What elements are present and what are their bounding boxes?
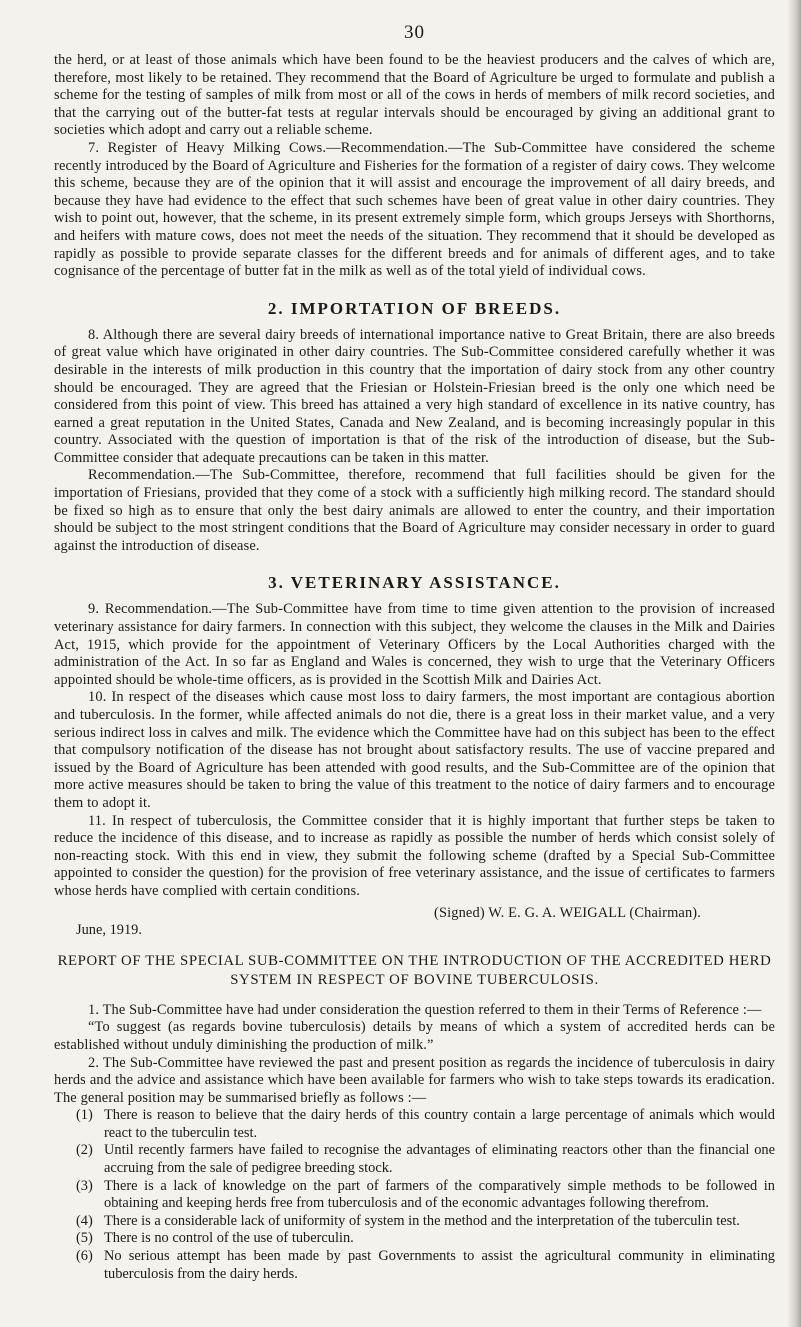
date-line: June, 1919.	[76, 922, 142, 939]
list-item-number: (2)	[76, 1142, 93, 1159]
page-edge-shadow	[787, 0, 801, 1327]
list-item	[54, 1230, 775, 1248]
list-item-number: (5)	[76, 1230, 93, 1247]
paragraph-9: 9. Recommendation.—The Sub-Committee have from time to time given attention to the provision of increased veterinary assistance for dairy farmers. In connection with this subject, they welcome the clauses in the Milk and Dairies Act, 1915, which provide for the appointment of Veterinary Officers by the Local Authorities charged with the administration of the Act. In so far as England and Wales is concerned, they wish to urge that the Veterinary Officers appointed should be whole-time officers, as is provided in the Scottish Milk and Dairies Act.	[54, 601, 775, 688]
report-paragraph-1: 1. The Sub-Committee have had under consideration the question referred to them in their Terms of Reference :—	[88, 1001, 762, 1018]
list-item-number: (1)	[76, 1107, 93, 1124]
list-item-number: (4)	[76, 1212, 93, 1229]
section-heading-importation: 2. IMPORTATION OF BREEDS.	[267, 298, 562, 318]
paragraph-7: 7. Register of Heavy Milking Cows.—Recommendation.—The Sub-Committee have considered the scheme recently introduced by the Board of Agriculture and Fisheries for the formation of a register of dairy cows. They welcome this scheme, because they are of the opinion that it will assist and encourage the improvement of all dairy breeds, and because they have had evidence to the effect that such schemes have been of great value in other dairy countries. They wish to point out, however, that the scheme, in its present extremely simple form, which groups Jerseys with Shorthorns, and heifers with mature cows, does not meet the needs of the situation. They recommend that it should be developed as rapidly as possible to provide separate classes for the different breeds and for animals of different ages, and to take cognisance of the percentage of butter fat in the milk as well as of the total yield of individual cows.	[54, 139, 775, 280]
list-item-text: There is a considerable lack of uniformity of system in the method and the interpretation of the tuberculin test.	[104, 1212, 740, 1229]
paragraph-8-recommendation: Recommendation.—The Sub-Committee, therefore, recommend that full facilities should be given for the importation of Friesians, provided that they come of a stock with a sufficiently high milking record. The standard should be fixed so high as to ensure that only the best dairy animals are allowed to enter the country, and their importation should be subject to the most stringent conditions that the Board of Agriculture may consider necessary in order to guard against the introduction of disease.	[54, 467, 775, 554]
report-quote: “To suggest (as regards bovine tuberculosis) details by means of which a system of accredited herds can be established without unduly diminishing the production of milk.”	[54, 1019, 775, 1053]
report-heading: REPORT OF THE SPECIAL SUB-COMMITTEE ON THE INTRODUCTION OF THE ACCREDITED HERD SYSTEM IN RESPECT OF BOVINE TUBERCULOSIS.	[57, 952, 772, 988]
list-item-text: There is no control of the use of tuberculin.	[104, 1230, 354, 1247]
list-item-text: There is a lack of knowledge on the part of farmers of the comparatively simple methods to be followed in obtaining and keeping herds free from tuberculosis and of the economic advantages following therefrom.	[104, 1177, 775, 1212]
paragraph-11: 11. In respect of tuberculosis, the Committee consider that it is highly important that further steps be taken to reduce the incidence of this disease, and to increase as rapidly as possible the number of herds which consist solely of non-reacting stock. With this end in view, they submit the following scheme (drafted by a Special Sub-Committee appointed to consider the question) for the provision of free veterinary assistance, and the issue of certificates to farmers whose herds have complied with certain conditions.	[54, 812, 775, 899]
list-item	[54, 1248, 775, 1283]
page-number: 30	[404, 22, 425, 43]
report-paragraph-2: 2. The Sub-Committee have reviewed the past and present position as regards the incidence of tuberculosis in dairy herds and the advice and assistance which have been available for farmers who wish to take steps towards its eradication. The general position may be summarised briefly as follows :—	[54, 1054, 775, 1106]
list-item-number: (6)	[76, 1248, 93, 1265]
list-item-text: No serious attempt has been made by past Governments to assist the agricultural community in eliminating tuberculosis from the dairy herds.	[104, 1248, 775, 1282]
position-list	[54, 1107, 775, 1283]
paragraph-8: 8. Although there are several dairy breeds of international importance native to Great Britain, there are also breeds of great value which have originated in other dairy countries. The Sub-Committee considered carefully whether it was desirable in the interests of milk production in this country that the importation of dairy stock from any other country should be encouraged. They are agreed that the Friesian or Holstein-Friesian breed is the only one which need be considered from this point of view. This breed has attained a very high standard of excellence in its native country, has earned a great reputation in the United States, Canada and New Zealand, and is becoming increasingly popular in this country. Associated with the question of importation is that of the risk of the introduction of disease, but the Sub-Committee consider that adequate precautions can be taken in this matter.	[54, 326, 775, 466]
list-item	[54, 1178, 775, 1213]
section-heading-veterinary: 3. VETERINARY ASSISTANCE.	[268, 573, 561, 593]
list-item	[54, 1213, 775, 1231]
list-item	[54, 1107, 775, 1142]
list-item-text: Until recently farmers have failed to recognise the advantages of eliminating reactors other than the financial one accruing from the sale of pedigree breeding stock.	[104, 1142, 775, 1177]
paragraph-intro: the herd, or at least of those animals which have been found to be the heaviest producers and the calves of which are, therefore, most likely to be retained. They recommend that the Board of Agriculture be urged to formulate and publish a scheme for the testing of samples of milk from most or all of the cows in herds of members of milk record societies, and that the carrying out of the butter-fat tests at regular intervals should be encouraged by giving an additional grant to societies which adopt and carry out a reliable scheme.	[54, 52, 775, 139]
list-item-text: There is reason to believe that the dairy herds of this country contain a large percentage of animals which would react to the tuberculin test.	[104, 1107, 775, 1141]
paragraph-10: 10. In respect of the diseases which cause most loss to dairy farmers, the most important are contagious abortion and tuberculosis. In the former, while affected animals do not die, there is a great loss in their market value, and a very serious indirect loss in calves and milk. The evidence which the Committee have had on this subject has been to the effect that compulsory notification of the disease has not brought about satisfactory results. The use of vaccine prepared and issued by the Board of Agriculture has been attended with good results, and the Sub-Committee are of the opinion that more active measures should be taken to bring the value of this treatment to the notice of dairy farmers and to encourage them to adopt it.	[54, 689, 775, 811]
signature-line: (Signed) W. E. G. A. WEIGALL (Chairman).	[434, 904, 701, 921]
list-item-number: (3)	[76, 1177, 93, 1194]
list-item	[54, 1142, 775, 1177]
